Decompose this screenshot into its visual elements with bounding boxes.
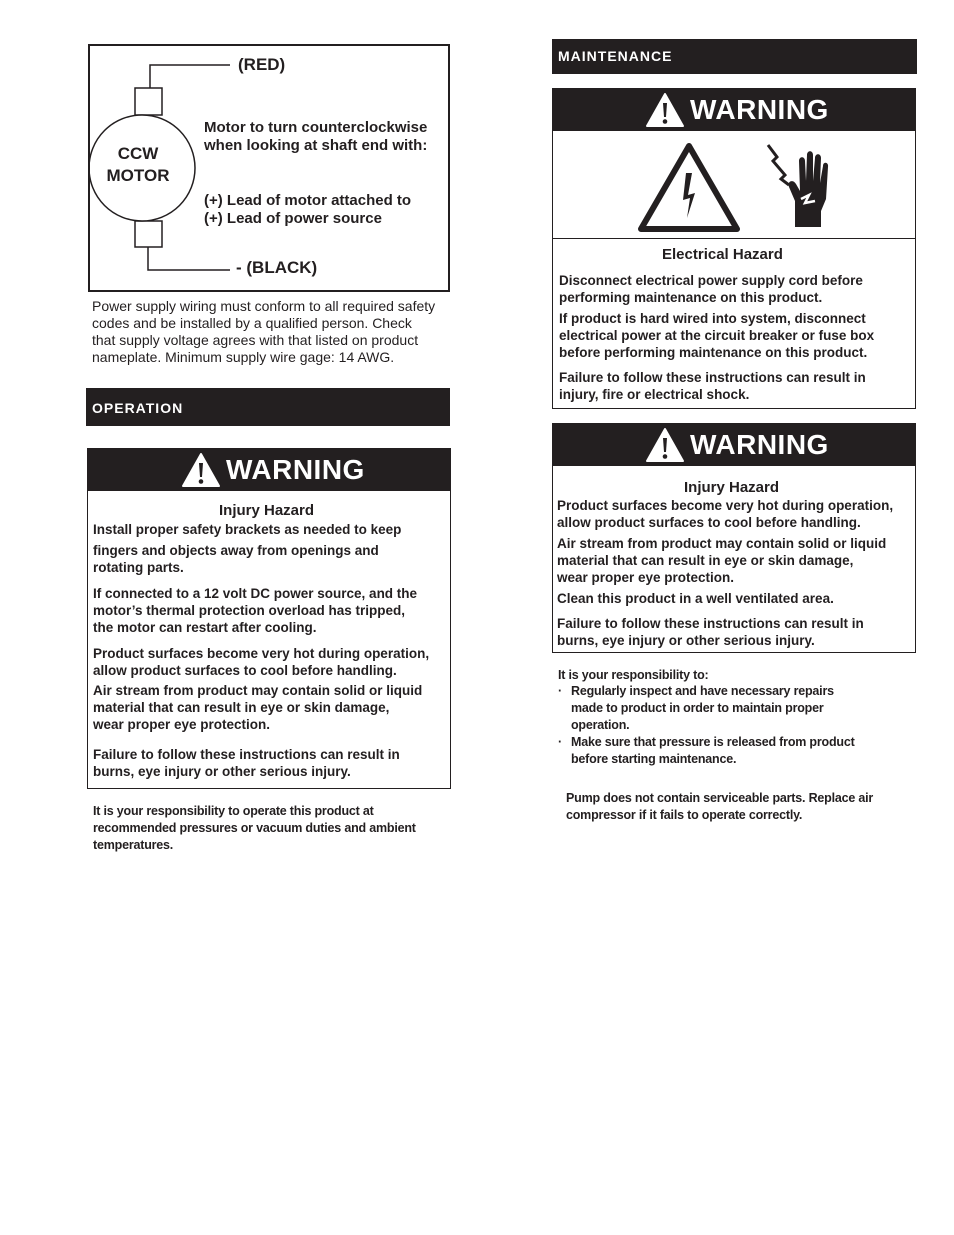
warning-line: material that can result in eye or skin damage, — [93, 700, 390, 715]
hazard-title: Electrical Hazard — [662, 246, 783, 263]
warning-line: Air stream from product may contain solid or liquid — [557, 536, 887, 551]
warning-line: Air stream from product may contain solid or liquid — [93, 683, 423, 698]
pump-note-line: Pump does not contain serviceable parts. Replace air — [566, 791, 874, 805]
warning-line: Product surfaces become very hot during operation, — [557, 498, 894, 513]
warning-triangle-icon — [645, 427, 685, 463]
warning-line: wear proper eye protection. — [93, 717, 271, 732]
warning-line: Clean this product in a well ventilated area. — [557, 591, 834, 606]
warning-triangle-icon — [645, 92, 685, 128]
wiring-note-line: nameplate. Minimum supply wire gage: 14 AWG. — [92, 349, 395, 365]
operation-warning-box — [87, 448, 451, 789]
warning-line: the motor can restart after cooling. — [93, 620, 317, 635]
maintenance-section-header: MAINTENANCE — [552, 39, 917, 74]
warning-line: performing maintenance on this product. — [559, 290, 823, 305]
warning-line: burns, eye injury or other serious injury. — [557, 633, 815, 648]
warning-line: rotating parts. — [93, 560, 184, 575]
warning-line: Failure to follow these instructions can result in — [557, 616, 864, 631]
warning-line: allow product surfaces to cool before handling. — [93, 663, 397, 678]
red-lead-label: (RED) — [238, 55, 286, 74]
wiring-note-line: Power supply wiring must conform to all required safety — [92, 298, 436, 314]
responsibility-item: before starting maintenance. — [571, 752, 737, 766]
black-lead-label: - (BLACK) — [236, 258, 318, 277]
bullet-icon: · — [558, 684, 562, 698]
electrical-warning-box — [552, 88, 916, 409]
warning-line: Failure to follow these instructions can result in — [93, 747, 400, 762]
electrical-hazard-icon — [637, 143, 741, 233]
motor-label-line2: MOTOR — [106, 166, 170, 185]
warning-line: wear proper eye protection. — [557, 570, 735, 585]
hazard-title: Injury Hazard — [684, 479, 780, 496]
bullet-icon: · — [558, 735, 562, 749]
warning-line: injury, fire or electrical shock. — [559, 387, 750, 402]
hazard-title: Injury Hazard — [219, 502, 315, 519]
wiring-note — [92, 298, 452, 366]
operation-section-header: OPERATION — [86, 388, 450, 426]
wiring-note-line: codes and be installed by a qualified person. Check — [92, 315, 412, 331]
lead-description — [204, 192, 411, 228]
warning-title: WARNING — [690, 429, 829, 460]
motor-label-line1: CCW — [117, 144, 159, 163]
motor-wiring-diagram — [88, 44, 450, 292]
warning-line: Disconnect electrical power supply cord before — [559, 273, 863, 288]
operation-responsibility-line: It is your responsibility to operate this product at — [93, 804, 374, 818]
warning-line: burns, eye injury or other serious injury. — [93, 764, 351, 779]
warning-line: material that can result in eye or skin damage, — [557, 553, 854, 568]
wiring-note-line: that supply voltage agrees with that listed on product — [92, 332, 419, 348]
warning-line: Product surfaces become very hot during operation, — [93, 646, 430, 661]
shocked-hand-icon — [765, 141, 837, 231]
responsibility-item: made to product in order to maintain proper — [571, 701, 824, 715]
warning-line: fingers and objects away from openings and — [93, 543, 379, 558]
lead-desc-line2: (+) Lead of power source — [204, 210, 382, 227]
warning-line: Install proper safety brackets as needed to keep — [93, 522, 402, 537]
pump-note-line: compressor if it fails to operate correctly. — [566, 808, 803, 822]
motor-label — [96, 143, 180, 187]
operation-responsibility-line: temperatures. — [93, 838, 174, 852]
warning-triangle-icon — [181, 452, 221, 488]
rotation-desc-line1: Motor to turn counterclockwise — [204, 119, 428, 136]
warning-header — [553, 89, 915, 131]
warning-line: If connected to a 12 volt DC power source, and the — [93, 586, 418, 601]
injury-warning-box — [552, 423, 916, 653]
warning-line: If product is hard wired into system, disconnect — [559, 311, 866, 326]
responsibility-item: Regularly inspect and have necessary repairs — [571, 684, 834, 698]
responsibility-item: operation. — [571, 718, 630, 732]
responsibility-item: Make sure that pressure is released from product — [571, 735, 855, 749]
pictogram-divider — [553, 238, 915, 239]
warning-line: electrical power at the circuit breaker or fuse box — [559, 328, 875, 343]
rotation-description — [204, 119, 427, 155]
maintenance-responsibility-intro: It is your responsibility to: — [558, 668, 709, 682]
warning-line: before performing maintenance on this product. — [559, 345, 868, 360]
lead-desc-line1: (+) Lead of motor attached to — [204, 192, 412, 209]
operation-responsibility-line: recommended pressures or vacuum duties and ambient — [93, 821, 416, 835]
warning-header — [88, 449, 450, 491]
warning-title: WARNING — [690, 94, 829, 125]
warning-title: WARNING — [226, 454, 365, 485]
warning-line: allow product surfaces to cool before handling. — [557, 515, 861, 530]
warning-line: motor’s thermal protection overload has tripped, — [93, 603, 406, 618]
warning-line: Failure to follow these instructions can result in — [559, 370, 866, 385]
warning-header — [553, 424, 915, 466]
rotation-desc-line2: when looking at shaft end with: — [204, 137, 428, 154]
